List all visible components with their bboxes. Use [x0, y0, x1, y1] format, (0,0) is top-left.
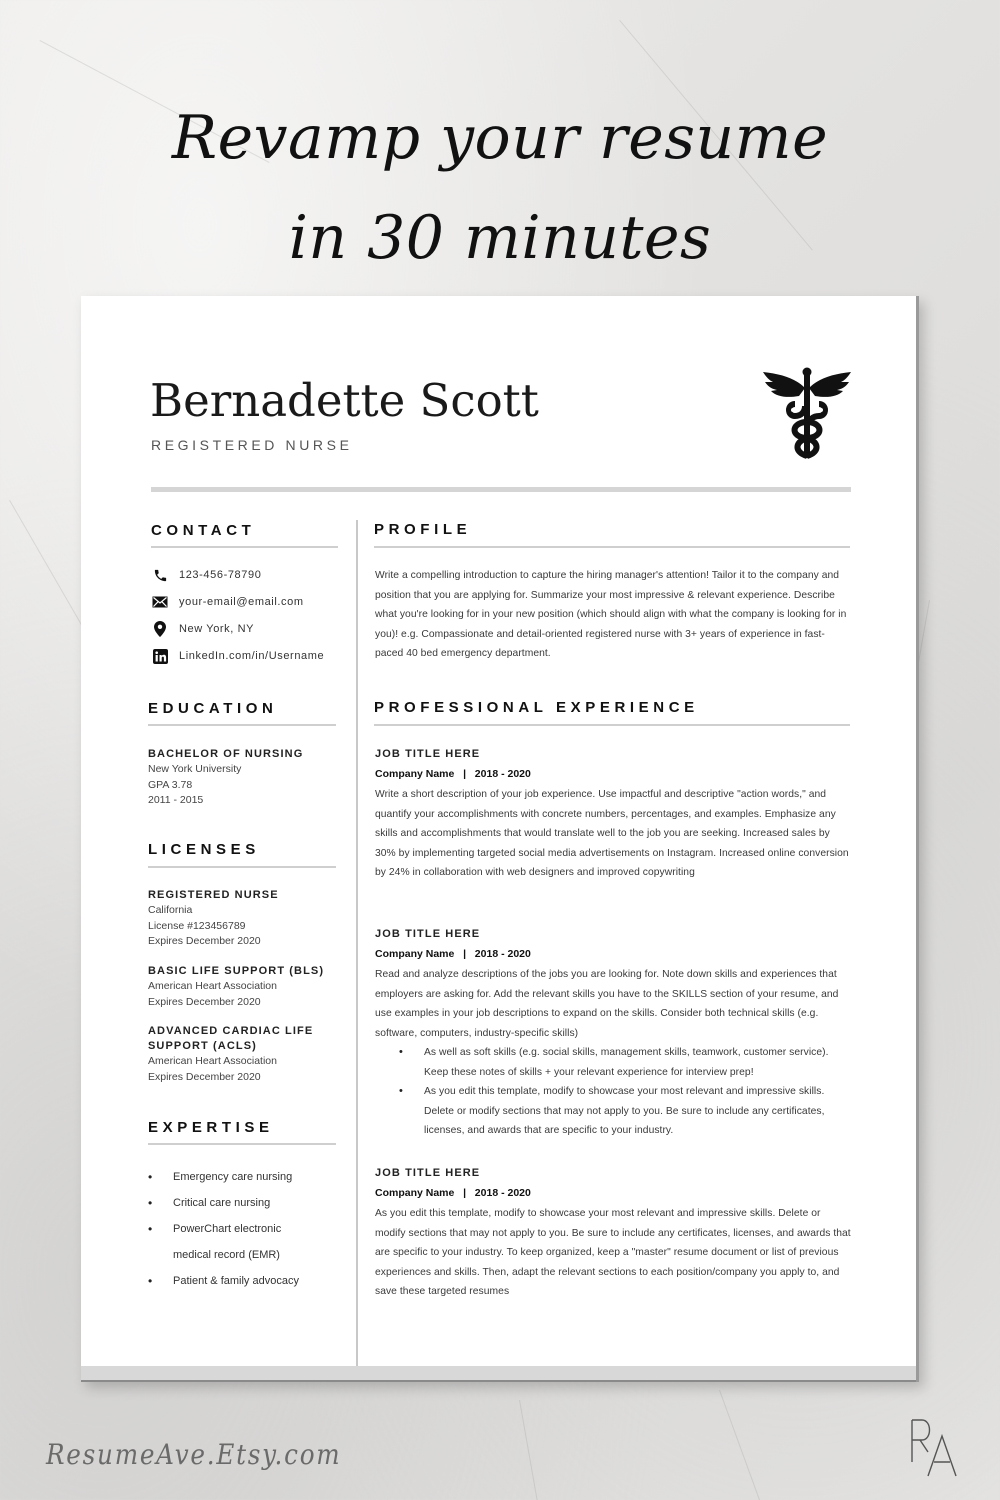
profile-rule: [374, 546, 850, 548]
license-entry: [148, 888, 348, 950]
contact-phone-text: 123-456-78790: [179, 569, 262, 581]
education-heading: EDUCATION: [148, 700, 278, 717]
expertise-item: • Patient & family advocacy: [148, 1268, 348, 1294]
job-description: Write a short description of your job experience. Use impactful and descriptive "action words," and quantify your accomplishments with concrete numbers, percentages, and examples. Emphasize any skills and accomplishments that would translate well to the job you are seeking. Increased sales by 30% by implementing targeted social media advertisements on Instagram. Increased online conversion by 24% in collaboration with web designers and improved copywriting: [375, 789, 849, 878]
envelope-icon: [151, 594, 169, 610]
ra-logo-icon: [906, 1418, 966, 1478]
job-bullets: [375, 1043, 853, 1141]
expertise-item: • Critical care nursing: [148, 1190, 348, 1216]
license-line: License #123456789: [148, 919, 246, 932]
job-bullet: • As well as soft skills (e.g. social skills, management skills, teamwork, customer service). Keep these notes of skills + your relevant experience for interview prep!: [375, 1043, 853, 1082]
page-edge: [81, 1366, 916, 1382]
expertise-heading: EXPERTISE: [148, 1119, 274, 1136]
licenses-heading: LICENSES: [148, 841, 260, 858]
marble-vein: [519, 1400, 544, 1500]
education-school: New York University: [148, 763, 242, 775]
resume-page: [81, 296, 919, 1382]
column-divider: [356, 520, 358, 1366]
headline-line-1: Revamp your resume: [171, 103, 829, 173]
experience-rule: [374, 724, 850, 726]
linkedin-icon: [151, 648, 169, 664]
license-line: Expires December 2020: [148, 1070, 261, 1083]
education-years: 2011 - 2015: [148, 794, 204, 806]
license-line: American Heart Association: [148, 1055, 277, 1067]
map-pin-icon: [151, 621, 169, 637]
job-entry: [375, 744, 853, 883]
phone-icon: [151, 567, 169, 583]
license-line: California: [148, 904, 193, 916]
license-title: REGISTERED NURSE: [148, 889, 279, 901]
header-divider: [151, 487, 851, 492]
contact-linkedin-text: LinkedIn.com/in/Username: [179, 650, 325, 662]
job-company-dates: Company Name | 2018 - 2020: [375, 768, 531, 780]
contact-rule: [151, 546, 338, 548]
contact-email-text: your-email@email.com: [179, 596, 304, 608]
license-line: Expires December 2020: [148, 935, 261, 947]
license-title: ADVANCED CARDIAC LIFE SUPPORT (ACLS): [148, 1025, 314, 1052]
expertise-item: • PowerChart electronic medical record (EMR): [148, 1216, 298, 1268]
job-title: JOB TITLE HERE: [375, 928, 481, 940]
job-company-dates: Company Name | 2018 - 2020: [375, 948, 531, 960]
caduceus-icon: [761, 366, 853, 462]
profile-heading: PROFILE: [374, 521, 472, 538]
contact-email: [151, 594, 304, 610]
education-entry: [148, 747, 348, 809]
job-company-dates: Company Name | 2018 - 2020: [375, 1187, 531, 1199]
experience-heading: PROFESSIONAL EXPERIENCE: [374, 699, 699, 716]
resume-role: REGISTERED NURSE: [151, 437, 353, 453]
job-title: JOB TITLE HERE: [375, 748, 481, 760]
license-line: Expires December 2020: [148, 995, 261, 1008]
licenses-rule: [148, 866, 336, 868]
footer-website: ResumeAve.Etsy.com: [46, 1438, 342, 1471]
license-title: BASIC LIFE SUPPORT (BLS): [148, 965, 325, 977]
education-gpa: GPA 3.78: [148, 778, 193, 791]
license-entry: [148, 1024, 323, 1085]
headline-line-2: in 30 minutes: [288, 203, 712, 273]
contact-location: [151, 621, 254, 637]
license-entry: [148, 964, 348, 1010]
expertise-rule: [148, 1143, 336, 1145]
job-description: Read and analyze descriptions of the jobs you are looking for. Note down skills and experiences that employers are asking for. Add the relevant skills you have to the SKILLS section of your resume, and use examples in your job descriptions to expand on the skills. Consider both technical skills (e.g. software, computers, industry-specific skills): [375, 969, 839, 1039]
promo-headline: [0, 88, 1000, 288]
profile-text: Write a compelling introduction to capture the hiring manager's attention! Tailor it to the company and position that you are applying for. Summarize your most impressive & relevant experience. Describe what you're looking for in your new position (which should align with what the company is looking for in you)! e.g. Compassionate and detail-oriented registered nurse with 3+ years of experience in fast-paced 40 bed emergency department.: [375, 570, 847, 659]
education-degree: BACHELOR OF NURSING: [148, 748, 304, 760]
contact-linkedin: [151, 648, 324, 664]
license-line: American Heart Association: [148, 980, 277, 992]
marble-vein: [719, 1390, 761, 1500]
job-entry: [375, 1163, 853, 1302]
education-rule: [148, 724, 336, 726]
contact-phone: [151, 567, 261, 583]
contact-heading: CONTACT: [151, 522, 256, 539]
contact-location-text: New York, NY: [179, 623, 255, 635]
expertise-list: [148, 1164, 348, 1294]
resume-name: Bernadette Scott: [150, 374, 539, 427]
job-bullet: • As you edit this template, modify to showcase your most relevant and impressive skills. Delete or modify sections that may not apply to you. Be sure to include any certificates, licenses, and awards that are specific to your industry.: [375, 1082, 853, 1141]
job-entry: [375, 924, 853, 1141]
job-description: As you edit this template, modify to showcase your most relevant and impressive skills. Delete or modify sections that may not apply to you. Be sure to include any certificates, licenses, and awards that are specific to your industry. To keep organized, keep a "master" resume document or list of previous experiences and skills. Then, adapt the relevant sections to each position/company you apply to, and save these targeted resumes: [375, 1208, 851, 1297]
expertise-item: • Emergency care nursing: [148, 1164, 348, 1190]
job-title: JOB TITLE HERE: [375, 1167, 481, 1179]
